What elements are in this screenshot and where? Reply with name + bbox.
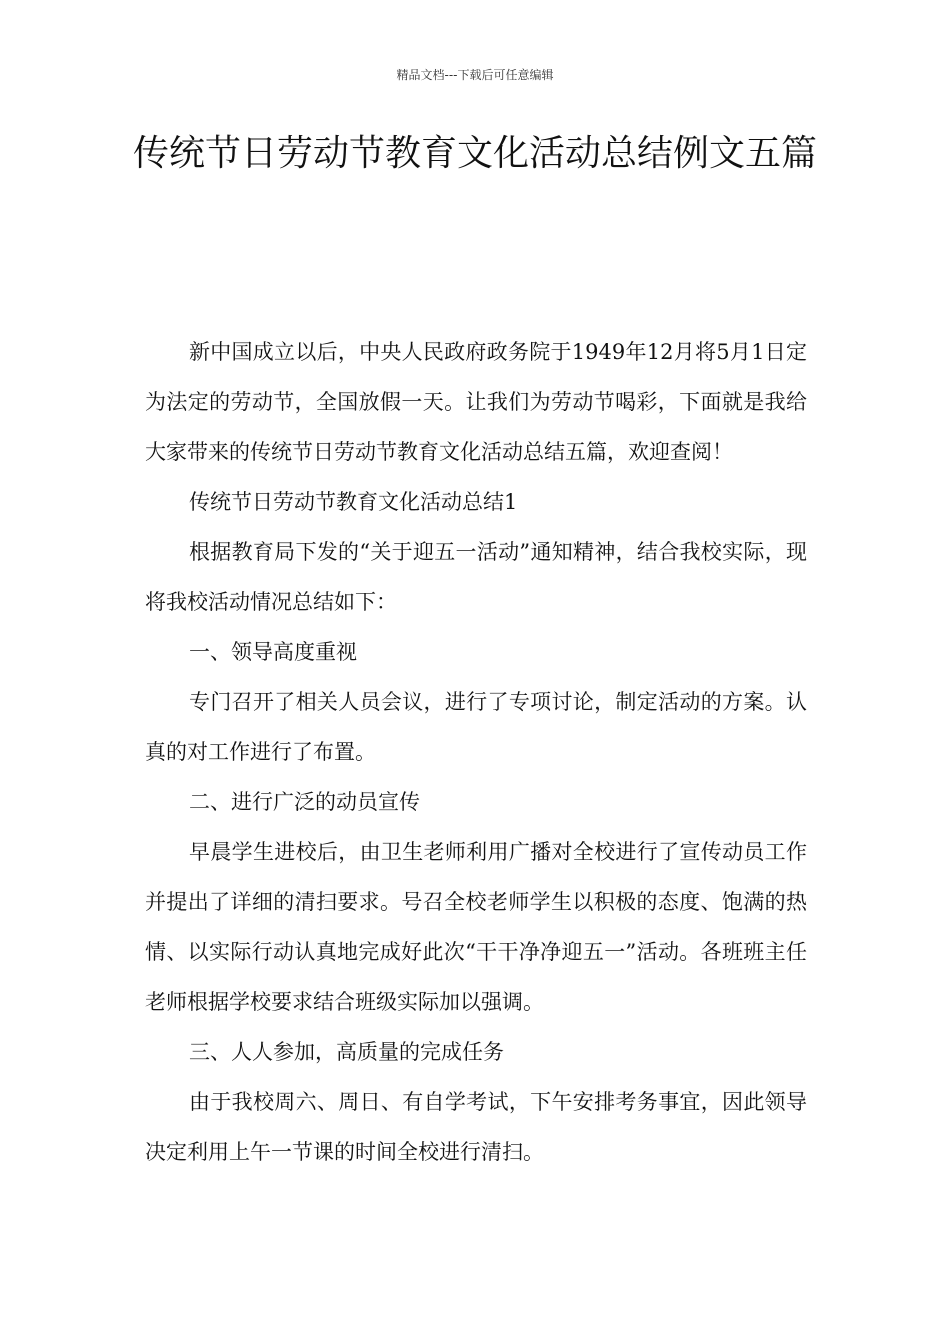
document-body (145, 327, 807, 1177)
subheading: 一、领导高度重视 (189, 640, 357, 664)
paragraph: 专门召开了相关人员会议，进行了专项讨论，制定活动的方案。认真的对工作进行了布置。 (145, 690, 807, 764)
document-title: 传统节日劳动节教育文化活动总结例文五篇 (132, 133, 817, 174)
subheading: 二、进行广泛的动员宣传 (189, 790, 420, 814)
section-heading: 传统节日劳动节教育文化活动总结1 (189, 490, 518, 514)
paragraph: 早晨学生进校后，由卫生老师利用广播对全校进行了宣传动员工作并提出了详细的清扫要求。号召全校老师学生以积极的态度、饱满的热情、以实际行动认真地完成好此次“干干净净迎五一”活动。各班班主任老师根据学校要求结合班级实际加以强调。 (145, 840, 807, 1014)
header-note: 精品文档---下载后可任意编辑 (396, 68, 554, 82)
subheading: 三、人人参加，高质量的完成任务 (189, 1040, 504, 1064)
paragraph-intro: 新中国成立以后，中央人民政府政务院于1949年12月将5月1日定为法定的劳动节，全国放假一天。让我们为劳动节喝彩，下面就是我给大家带来的传统节日劳动节教育文化活动总结五篇，欢迎查阅！ (145, 340, 807, 464)
paragraph: 根据教育局下发的“关于迎五一活动”通知精神，结合我校实际，现将我校活动情况总结如下： (145, 540, 807, 614)
paragraph: 由于我校周六、周日、有自学考试，下午安排考务事宜，因此领导决定利用上午一节课的时间全校进行清扫。 (145, 1090, 807, 1164)
